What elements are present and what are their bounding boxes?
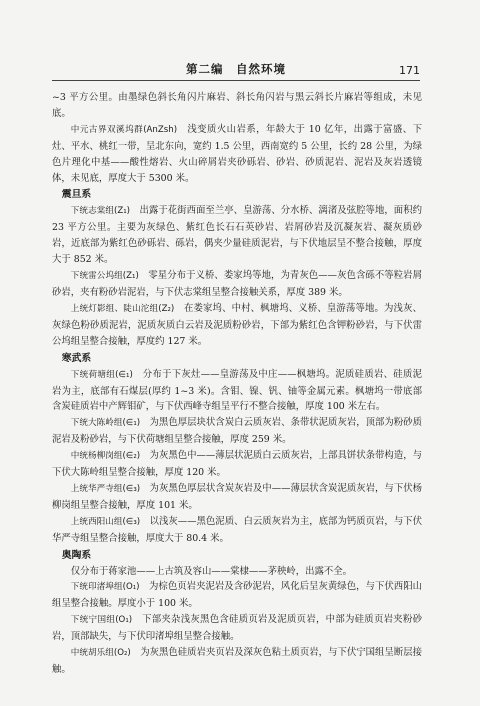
paragraph <box>52 564 422 580</box>
paragraph <box>52 203 422 268</box>
chapter-title: 第二编 自然环境 <box>186 62 286 76</box>
paragraph <box>52 612 422 645</box>
paragraph <box>52 448 422 481</box>
paragraph-text: 浅变质火山岩系，年龄大于 10 亿年，出露于富盛、下灶、平水、桃红一带，呈北东向，宽约 1.5 公里，西南宽约 5 公里，长约 28 公里，为绿色片理化中基——酸性熔岩、火山碎屑岩夹砂砾岩、砂岩、砂质泥岩、泥岩及灰岩透镜体，未见底，厚度大于 5300 米。 <box>52 123 422 184</box>
paragraph-text: 分布于下灰灶——皇游荡及中庄——枫塘坞。泥质硅质岩、硅质泥岩为主，底部有石煤层(厚约 1~3 米)。含钼、镍、钒、铀等金属元素。枫塘坞一带底部含炭硅质岩中产辉钼矿，与下伏西峰寺组呈平行不整合接触，厚度 100 米左右。 <box>52 368 422 413</box>
formation-name: 下统宁国组(O₁) <box>70 615 133 626</box>
paragraph-text: 零星分布于义桥、娄家坞等地，为青灰色——灰色含砾不等粒岩屑砂岩，夹有粉砂岩泥岩，与下伏志棠组呈整合接触关系，厚度 389 米。 <box>52 270 422 298</box>
paragraph <box>52 579 422 612</box>
formation-name: 下统印渚埠组(O₁) <box>70 582 140 593</box>
formation-name: 下统荷塘组(∈₁) <box>70 369 133 380</box>
page-number: 171 <box>399 64 420 77</box>
paragraph <box>52 122 422 187</box>
paragraph <box>52 268 422 301</box>
formation-name: 上统华严寺组(∈₃) <box>70 483 141 494</box>
paragraph <box>52 645 422 678</box>
section-heading: 震旦系 <box>61 189 92 201</box>
paragraph <box>52 514 422 547</box>
paragraph-text: 为棕色页岩夹泥岩及含砂泥岩，风化后呈灰黄绿色，与下伏西阳山组呈整合接触。厚度小于 100 米。 <box>52 581 422 610</box>
formation-name: 下统雷公坞组(Z₁) <box>70 271 139 282</box>
paragraph-text: 仅分布于蒋家池——上古筑及容山——棠棣——茅秧岭，出露不全。 <box>70 565 353 577</box>
formation-name: 上统西阳山组(∈₃) <box>70 516 141 527</box>
body-text <box>52 90 422 678</box>
formation-name: 中统胡乐组(O₂) <box>70 648 131 659</box>
section-heading: 寒武系 <box>61 352 92 364</box>
paragraph <box>52 367 422 416</box>
formation-name: 上统灯影组、陡山沱组(Z₂) <box>70 303 175 314</box>
paragraph-text: ~3 平方公里。由墨绿色斜长角闪片麻岩、斜长角闪岩与黑云斜长片麻岩等组成，未见底。 <box>52 92 422 119</box>
paragraph-text: 下部夹杂浅灰黑色含硅质页岩及泥质页岩，中部为硅质页岩夹粉砂岩，顶部缺失，与下伏印渚埠组呈整合接触。 <box>52 614 422 643</box>
section-heading: 奥陶系 <box>61 549 92 561</box>
running-header <box>52 60 420 81</box>
formation-name: 下统志棠组(Z₁) <box>70 206 131 217</box>
paragraph <box>52 301 422 350</box>
formation-name: 中统杨柳岗组(∈₂) <box>70 451 141 462</box>
paragraph-text: 为灰黑色厚层状含炭灰岩及中——薄层状含炭泥质灰岩，与下伏杨柳岗组呈整合接触，厚度 101 米。 <box>52 482 422 511</box>
paragraph-text: 在娄家坞、中村、枫塘坞、义桥、皇游荡等地。为浅灰、灰绿色粉砂质泥岩，泥质灰质白云岩及泥质粉砂岩，下部为紫红色含钾粉砂岩，与下伏雷公坞组呈整合接触，厚度约 127 米。 <box>52 302 422 347</box>
paragraph-text: 为黑色厚层块状含炭白云质灰岩、条带状泥质灰岩，顶部为粉砂质泥岩及粉砂岩，与下伏荷塘组呈整合接触，厚度 259 米。 <box>52 417 422 446</box>
paragraph-text: 为灰黑色中——薄层状泥质白云质灰岩，上部具饼状条带构造，与下伏大陈岭组呈整合接触，厚度 120 米。 <box>52 450 422 479</box>
paragraph <box>52 481 422 514</box>
paragraph <box>52 415 422 448</box>
formation-name: 下统大陈岭组(∈₁) <box>70 418 141 429</box>
paragraph <box>52 90 422 122</box>
paragraph-text: 出露于花街西面至兰亭、皇游荡、分水桥、漓渚及弦腔等地，面积约 23 平方公里。主要为灰绿色、紫红色长石石英砂岩、岩屑砂岩及沉凝灰岩、凝灰质砂岩，近底部为紫红色砂砾岩、砾岩，偶夹少量硅质泥岩，与下伏地层呈不整合接触，厚度大于 852 米。 <box>52 205 422 266</box>
paragraph-text: 以浅灰——黑色泥质、白云质灰岩为主，底部为钙质页岩，与下伏华严寺组呈整合接触，厚度大于 80.4 米。 <box>52 515 422 544</box>
paragraph-text: 为灰黑色硅质岩夹页岩及深灰色粘土质页岩，与下伏宁国组呈断层接触。 <box>52 647 422 675</box>
formation-name: 中元古界双溪坞群(AnZsh) <box>70 124 178 135</box>
